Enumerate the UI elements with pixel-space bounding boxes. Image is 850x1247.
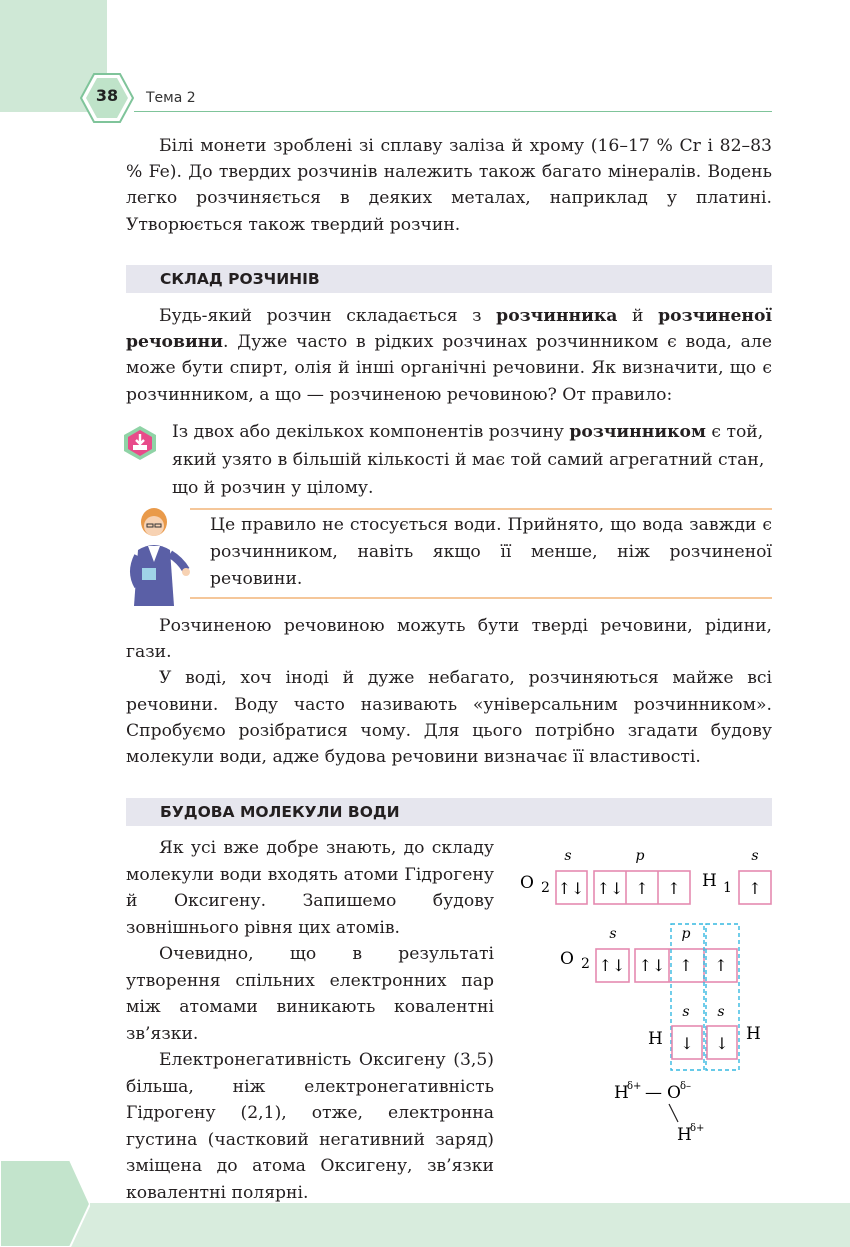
section-title-composition: СКЛАД РОЗЧИНІВ bbox=[160, 270, 320, 288]
teacher-illustration bbox=[120, 502, 190, 606]
composition-paragraph bbox=[126, 303, 772, 408]
header-divider bbox=[134, 111, 772, 112]
intro-text: Білі монети зроблені зі сплаву заліза й хрому (16–17 % Cr і 82–83 % Fe). До твердих розчинів належить також багато мінералів. Водень легко розчиняється в деяких металах, наприклад у платині. Утворюється також твердий розчин. bbox=[126, 136, 772, 235]
topic-title: Тема 2 bbox=[146, 90, 196, 106]
formula-H: H bbox=[677, 1125, 692, 1145]
electron-down: ↓ bbox=[715, 1034, 729, 1053]
electron-pair: ↑↓ bbox=[557, 879, 585, 898]
electron-configuration-diagram bbox=[510, 838, 780, 1148]
solute-paragraphs bbox=[126, 613, 772, 770]
sublevel-p-label: p bbox=[635, 848, 645, 864]
rule-text bbox=[172, 418, 772, 502]
rule-icon bbox=[122, 425, 158, 461]
formula-bond: — bbox=[645, 1083, 662, 1103]
water-paragraph-3: Електронегативність Оксигену (3,5) більша, ніж електронегативність Гідрогену (2,1), отже, електронна густина (частковий негативний заряд) зміщена до атома Оксигену, зв’язки ковалентні полярні. bbox=[126, 1050, 494, 1203]
partial-charge-minus: δ– bbox=[680, 1081, 692, 1092]
electron-down: ↓ bbox=[680, 1034, 694, 1053]
partial-charge-plus: δ+ bbox=[627, 1081, 642, 1092]
note-bottom-line bbox=[190, 597, 772, 599]
note-paragraph: Це правило не стосується води. Прийнято, що вода завжди є розчинником, навіть якщо її менше, ніж розчиненої речовини. bbox=[210, 515, 772, 589]
page-number: 38 bbox=[95, 86, 119, 105]
partial-charge-plus: δ+ bbox=[690, 1123, 705, 1134]
formula-O: O bbox=[667, 1083, 681, 1103]
note-text bbox=[210, 512, 772, 593]
water-structure-text bbox=[126, 835, 494, 1206]
term-solvent: розчинника bbox=[496, 306, 618, 326]
electron-up: ↑ bbox=[679, 956, 693, 975]
intro-paragraph bbox=[126, 133, 772, 238]
term-solute: розчиненої речовини bbox=[126, 306, 772, 353]
formula-H: H bbox=[614, 1083, 629, 1103]
solute-paragraph: Розчиненою речовиною можуть бути тверді речовини, рідини, гази. bbox=[126, 616, 772, 663]
text-span: є той, який узято в більшій кількості й має той самий агрегатний стан, що й розчин у цілому. bbox=[172, 422, 765, 498]
sublevel-p-label: p bbox=[681, 926, 691, 942]
electron-up: ↑ bbox=[748, 879, 762, 898]
sublevel-s-label: s bbox=[682, 1004, 690, 1020]
electron-up: ↑ bbox=[667, 879, 681, 898]
universal-solvent-paragraph: У воді, хоч іноді й дуже небагато, розчиняються майже всі речовини. Воду часто називають «універсальним розчинником». Спробуємо розібратися чому. Для цього потрібно згадати будову молекули води, адже будова речовини визначає її властивості. bbox=[126, 668, 772, 768]
atom-symbol-H: H bbox=[648, 1029, 663, 1049]
atom-symbol-O: O bbox=[520, 873, 534, 893]
sublevel-s-label: s bbox=[564, 848, 572, 864]
electron-pair: ↑↓ bbox=[598, 956, 626, 975]
atom-symbol-O: O bbox=[560, 949, 574, 969]
atom-symbol-H: H bbox=[702, 871, 717, 891]
sublevel-s-label: s bbox=[609, 926, 617, 942]
note-top-line bbox=[190, 508, 772, 510]
electron-up: ↑ bbox=[635, 879, 649, 898]
sublevel-s-label: s bbox=[717, 1004, 725, 1020]
term-solvent-rule: розчинником bbox=[569, 422, 706, 442]
footer-band bbox=[0, 1203, 850, 1247]
section-title-water-structure: БУДОВА МОЛЕКУЛИ ВОДИ bbox=[160, 803, 400, 821]
level-number: 2 bbox=[581, 956, 590, 972]
text-span: й bbox=[617, 306, 659, 326]
text-span: Із двох або декількох компонентів розчину bbox=[172, 422, 570, 442]
electron-up: ↑ bbox=[714, 956, 728, 975]
electron-pair: ↑↓ bbox=[596, 879, 624, 898]
footer-tab bbox=[0, 1160, 90, 1247]
water-paragraph-2: Очевидно, що в результаті утворення спільних електронних пар між атомами виникають ковалентні зв’язки. bbox=[126, 944, 494, 1044]
electron-pair: ↑↓ bbox=[638, 956, 666, 975]
formula-bond-line bbox=[669, 1104, 678, 1122]
text-span: Будь-який розчин складається з bbox=[159, 306, 497, 326]
atom-symbol-H: H bbox=[746, 1024, 761, 1044]
water-paragraph-1: Як усі вже добре знають, до складу молекули води входять атоми Гідрогену й Оксигену. Запишемо будову зовнішнього рівня цих атомів. bbox=[126, 838, 494, 938]
level-number: 1 bbox=[723, 880, 732, 896]
level-number: 2 bbox=[541, 880, 550, 896]
text-span: . Дуже часто в рідких розчинах розчинником є вода, але може бути спирт, олія й інші органічні речовини. Як визначити, що є розчинником, а що — розчиненою речовиною? От правило: bbox=[126, 332, 772, 405]
sublevel-s-label: s bbox=[751, 848, 759, 864]
